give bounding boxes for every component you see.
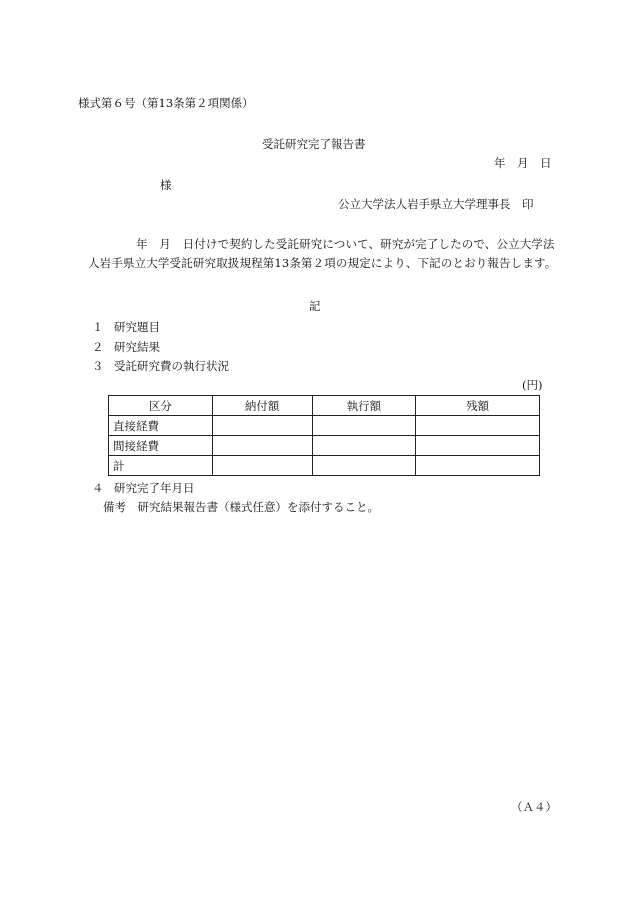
list-item [92,338,229,358]
addressee-sama: 様 [160,178,172,192]
header-paid-amount: 納付額 [212,396,312,416]
table-cell [416,416,540,436]
header-executed-amount: 執行額 [312,396,416,416]
table-cell [416,456,540,476]
list-item [92,357,229,377]
table-cell [312,436,416,456]
item-number: １ [92,320,104,334]
table-row [109,436,540,456]
table-cell [212,456,312,476]
table-header-row [109,396,540,416]
unit-label: (円) [522,378,543,392]
table-cell [212,416,312,436]
item-label: 研究題目 [114,320,160,334]
body-text: 年 月 日付けで契約した受託研究について、研究が完了したので、公立大学法人岩手県立大学受託研究取扱規程第13条第２項の規定により、下記のとおり報告します。 [88,237,557,270]
row-label: 間接経費 [109,436,213,456]
row-label: 計 [109,456,213,476]
body-paragraph [88,235,558,273]
table-cell [212,436,312,456]
paper-size-label: （Ａ４） [511,800,557,814]
item-list [92,318,229,377]
table-cell [312,456,416,476]
header-category: 区分 [109,396,213,416]
document-title: 受託研究完了報告書 [262,137,366,151]
sender-line: 公立大学法人岩手県立大学理事長 印 [338,197,534,211]
item-number: ３ [92,359,104,373]
table-cell [416,436,540,456]
item-number: ４ [92,481,104,495]
item-4 [92,481,195,495]
list-item [92,318,229,338]
table-row [109,416,540,436]
row-label: 直接経費 [109,416,213,436]
table-cell [312,416,416,436]
header-balance: 残額 [416,396,540,416]
item-label: 受託研究費の執行状況 [114,359,229,373]
execution-status-table [108,395,540,476]
item-label: 研究結果 [114,339,160,354]
ki-heading: 記 [309,299,321,313]
form-number: 様式第６号（第13条第２項関係） [78,96,254,110]
item-label: 研究完了年月日 [114,481,195,495]
date-line: 年 月 日 [494,156,552,170]
table-row [109,456,540,476]
remarks: 備考 研究結果報告書（様式任意）を添付すること。 [103,500,379,514]
item-number: ２ [92,339,104,354]
